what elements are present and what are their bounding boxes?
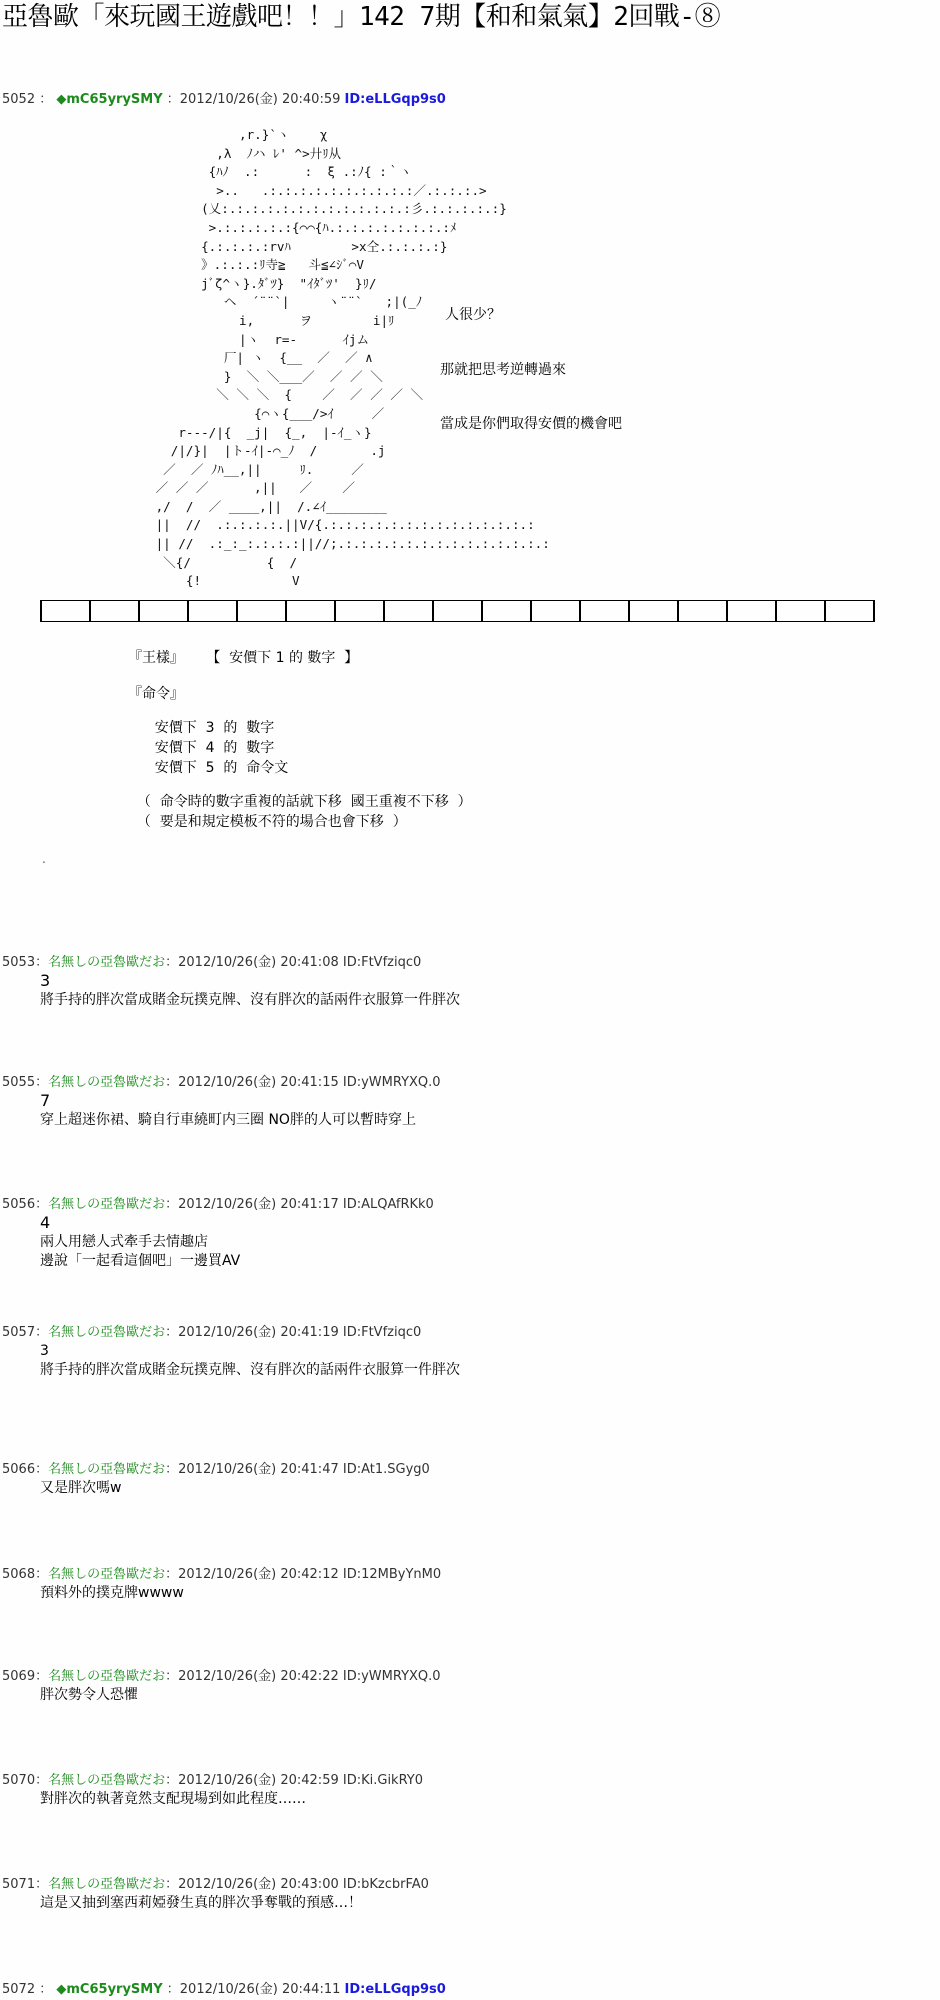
post-separator: ： bbox=[165, 1325, 179, 1340]
ascii-art: ,r.}`ヽ χ ,λ ﾉハ ﾚ' ^>廾ﾘ从 {ﾊﾉ .: : ξ .:ﾉ{ :｀ヽ >.. .:.:.:.:.:.:.:.:.:.:／.:.:.:.> (乂:.:.:.:.:.:.:.:.:.:.:.:.:彡.:.:.:.:.:} >.:.:.:.:.:{⌒⌒{ﾊ.:.:.:.:.:.:.:.:ﾒ {.:.:.:.:rvﾊ >x仝.:.:.:.:} 》.:.:.:ﾘ寺≧ 斗≦∠ｼﾞ⌒V jﾞζ^ヽ}.ﾀﾞﾂ} "ｲﾀﾞﾂ' }ﾘ/ ヘ ´¨¨`| ヽ¨¨` ;|(_ﾉ i, ヲ i|ﾘ |ヽ r=‐ ｲjム 厂| ヽ {__ ／ ／ ∧ } ＼ ＼___／ ／ ／ ＼ ＼ ＼ ＼ { ／ ／ ／ ／ ＼ {⌒ヽ{___/>ｲ ／ r‐‐‐/|{ _j| {_, |‐ｲ_ヽ} /|/}| |ト‐ｲ|‐⌒_ﾉ / .j ／ ／ ﾉﾊ__,|| ﾘ. ／ ／ ／ ／ ,|| ／ ／ ,/ / ／ ____,|| /.∠ｲ________ || // .:.:.:.:.||V/{.:.:.:.:.:.:.:.:.:.:.:.:.:.: || // .:_:_:.:.:.:||//;.:.:.:.:.:.:.:.:.:.:.:.:.:.: ＼{/ { / {! V bbox=[155, 127, 550, 589]
reply-text-line: 3 bbox=[40, 1343, 49, 1359]
post-separator: ： bbox=[35, 1669, 49, 1684]
reply-header bbox=[2, 1877, 429, 1893]
rule-line-3: 安價下 3 的 數字 bbox=[128, 720, 275, 736]
reply-header bbox=[2, 955, 421, 971]
post-separator: ： bbox=[165, 1075, 179, 1090]
post-number[interactable]: 5057 bbox=[2, 1325, 36, 1340]
divider-tick bbox=[628, 601, 630, 621]
post-separator: ： bbox=[39, 92, 53, 107]
poster-id[interactable]: ID:Ki.GikRY0 bbox=[342, 1773, 423, 1788]
post-separator: ： bbox=[165, 1462, 179, 1477]
reply-text-line: 4 bbox=[40, 1213, 51, 1232]
post-number[interactable]: 5068 bbox=[2, 1567, 36, 1582]
post-date: 2012/10/26(金) 20:41:08 bbox=[178, 955, 339, 970]
post-date: ：2012/10/26(金) 20:44:11 bbox=[166, 1982, 341, 1997]
rule-king: 『王樣』 【 安價下 1 的 數字 】 bbox=[128, 650, 359, 666]
post-date: 2012/10/26(金) 20:42:59 bbox=[178, 1773, 339, 1788]
rule-line-5: 安價下 5 的 命令文 bbox=[128, 760, 289, 776]
poster-id[interactable]: ID:bKzcbrFA0 bbox=[342, 1877, 429, 1892]
divider-tick bbox=[726, 601, 728, 621]
poster-tripcode: ◆mC65yrySMY bbox=[56, 92, 163, 107]
poster-name: 名無しの亞魯歐だお bbox=[48, 1325, 166, 1340]
post-date: 2012/10/26(金) 20:41:15 bbox=[178, 1075, 339, 1090]
rule-command-label: 『命令』 bbox=[128, 686, 184, 702]
post-date: ：2012/10/26(金) 20:40:59 bbox=[166, 92, 341, 107]
reply-text-line: 將手持的胖次當成賭金玩撲克牌、沒有胖次的話兩件衣服算一件胖次 bbox=[40, 992, 460, 1008]
divider-tick bbox=[138, 601, 140, 621]
poster-name: 名無しの亞魯歐だお bbox=[48, 1197, 166, 1212]
last-post-header bbox=[2, 1982, 446, 1998]
post-separator: ： bbox=[35, 1877, 49, 1892]
divider-tick bbox=[285, 601, 287, 621]
post-number[interactable]: 5072 bbox=[2, 1982, 36, 1997]
poster-name: 名無しの亞魯歐だお bbox=[48, 1669, 166, 1684]
divider-tick bbox=[530, 601, 532, 621]
poster-tripcode: ◆mC65yrySMY bbox=[56, 1982, 163, 1997]
post-number[interactable]: 5056 bbox=[2, 1197, 36, 1212]
reply-header bbox=[2, 1462, 430, 1478]
reply-text-line: 將手持的胖次當成賭金玩撲克牌、沒有胖次的話兩件衣服算一件胖次 bbox=[40, 1362, 460, 1378]
divider-bar bbox=[40, 600, 875, 622]
reply-text-line: 兩人用戀人式牽手去情趣店 bbox=[40, 1234, 208, 1250]
reply-header bbox=[2, 1669, 441, 1685]
post-number[interactable]: 5055 bbox=[2, 1075, 36, 1090]
poster-name: 名無しの亞魯歐だお bbox=[48, 1877, 166, 1892]
divider-tick bbox=[40, 601, 42, 621]
reply-text-line: 又是胖次嗎w bbox=[40, 1480, 122, 1496]
post-date: 2012/10/26(金) 20:41:19 bbox=[178, 1325, 339, 1340]
poster-id[interactable]: ID:12MByYnM0 bbox=[342, 1567, 442, 1582]
poster-id[interactable]: ID:FtVfziqc0 bbox=[342, 1325, 422, 1340]
post-date: 2012/10/26(金) 20:41:17 bbox=[178, 1197, 339, 1212]
post-separator: ： bbox=[35, 1773, 49, 1788]
post-separator: ： bbox=[165, 1877, 179, 1892]
post-separator: ： bbox=[165, 1669, 179, 1684]
poster-id[interactable]: ID:At1.SGyg0 bbox=[342, 1462, 430, 1477]
reply-text-line: 邊說「一起看這個吧」一邊買AV bbox=[40, 1253, 241, 1269]
poster-id[interactable]: ID:eLLGqp9s0 bbox=[344, 92, 446, 107]
reply-header bbox=[2, 1197, 434, 1213]
op-post-header bbox=[2, 92, 446, 108]
post-separator: ： bbox=[35, 1075, 49, 1090]
post-date: 2012/10/26(金) 20:43:00 bbox=[178, 1877, 339, 1892]
post-date: 2012/10/26(金) 20:41:47 bbox=[178, 1462, 339, 1477]
divider-tick bbox=[432, 601, 434, 621]
reply-text-line: 胖次勢令人恐懼 bbox=[40, 1687, 138, 1703]
post-separator: ： bbox=[165, 955, 179, 970]
post-separator: ： bbox=[35, 1325, 49, 1340]
post-separator: ： bbox=[35, 955, 49, 970]
post-separator: ： bbox=[35, 1567, 49, 1582]
divider-tick bbox=[187, 601, 189, 621]
reply-text-line: 預料外的撲克牌wwww bbox=[40, 1585, 184, 1601]
poster-id[interactable]: ID:ALQAfRKk0 bbox=[342, 1197, 434, 1212]
post-number[interactable]: 5066 bbox=[2, 1462, 36, 1477]
poster-id[interactable]: ID:yWMRYXQ.0 bbox=[342, 1669, 441, 1684]
post-number[interactable]: 5053 bbox=[2, 955, 36, 970]
poster-name: 名無しの亞魯歐だお bbox=[48, 1462, 166, 1477]
divider-tick bbox=[481, 601, 483, 621]
post-date: 2012/10/26(金) 20:42:22 bbox=[178, 1669, 339, 1684]
divider-tick bbox=[236, 601, 238, 621]
post-number[interactable]: 5070 bbox=[2, 1773, 36, 1788]
post-separator: ： bbox=[165, 1197, 179, 1212]
post-date: 2012/10/26(金) 20:42:12 bbox=[178, 1567, 339, 1582]
reply-text-line: 3 bbox=[40, 971, 51, 990]
reply-header bbox=[2, 1325, 421, 1341]
post-separator: ： bbox=[165, 1773, 179, 1788]
post-number[interactable]: 5069 bbox=[2, 1669, 36, 1684]
post-separator: ： bbox=[35, 1197, 49, 1212]
aa-caption-3: 當成是你們取得安價的機會吧 bbox=[440, 416, 622, 432]
divider-tick bbox=[775, 601, 777, 621]
rule-note-2: （ 要是和規定模板不符的場合也會下移 ） bbox=[128, 814, 407, 830]
page-title: 亞魯歐「來玩國王遊戲吧！！」142 7期【和和氣氣】2回戰-⑧ bbox=[2, 2, 721, 32]
post-separator: ： bbox=[165, 1567, 179, 1582]
divider-tick bbox=[579, 601, 581, 621]
reply-header bbox=[2, 1075, 441, 1091]
reply-text-line: 對胖次的執著竟然支配現場到如此程度…… bbox=[40, 1791, 306, 1807]
divider-tick bbox=[334, 601, 336, 621]
reply-header bbox=[2, 1567, 441, 1583]
poster-id[interactable]: ID:FtVfziqc0 bbox=[342, 955, 422, 970]
poster-name: 名無しの亞魯歐だお bbox=[48, 1773, 166, 1788]
post-number[interactable]: 5052 bbox=[2, 92, 36, 107]
divider-tick bbox=[89, 601, 91, 621]
divider-tick bbox=[824, 601, 826, 621]
post-number[interactable]: 5071 bbox=[2, 1877, 36, 1892]
post-separator: ： bbox=[35, 1462, 49, 1477]
divider-tick bbox=[677, 601, 679, 621]
divider-tick bbox=[383, 601, 385, 621]
aa-caption-1: 人很少？ bbox=[445, 307, 501, 323]
aa-caption-2: 那就把思考逆轉過來 bbox=[440, 362, 566, 378]
reply-text-line: 穿上超迷你裙、騎自行車繞町内三圈 NO胖的人可以暫時穿上 bbox=[40, 1112, 416, 1128]
poster-id[interactable]: ID:yWMRYXQ.0 bbox=[342, 1075, 441, 1090]
reply-header bbox=[2, 1773, 423, 1789]
rule-line-4: 安價下 4 的 數字 bbox=[128, 740, 275, 756]
small-mark: . bbox=[42, 852, 46, 866]
poster-name: 名無しの亞魯歐だお bbox=[48, 955, 166, 970]
reply-text-line: 這是又抽到塞西莉婭發生真的胖次爭奪戰的預感…！ bbox=[40, 1895, 362, 1911]
reply-text-line: 7 bbox=[40, 1091, 51, 1110]
post-separator: ： bbox=[39, 1982, 53, 1997]
poster-name: 名無しの亞魯歐だお bbox=[48, 1075, 166, 1090]
poster-name: 名無しの亞魯歐だお bbox=[48, 1567, 166, 1582]
divider-tick bbox=[873, 601, 875, 621]
poster-id[interactable]: ID:eLLGqp9s0 bbox=[344, 1982, 446, 1997]
rule-note-1: （ 命令時的數字重複的話就下移 國王重複不下移 ） bbox=[128, 794, 472, 810]
